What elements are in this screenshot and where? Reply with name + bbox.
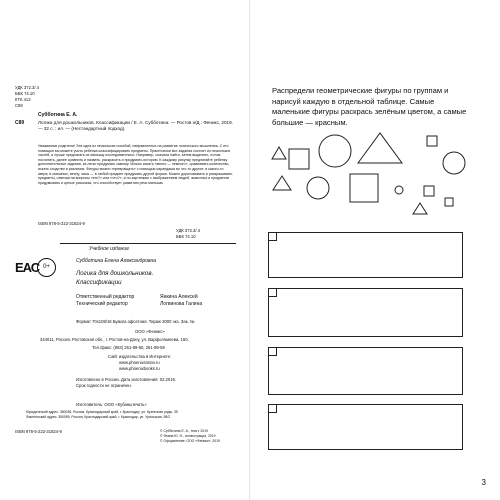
page-number: 3 xyxy=(481,478,486,487)
legal-address: Юридический адрес: 350038, Россия, Краснодарский край, г. Краснодар, ул. Кузнечная ряды, 35 xyxy=(26,410,178,414)
isbn-bottom: ISBN 978-5-222-31824-9 xyxy=(15,429,62,434)
square-shape xyxy=(350,174,378,202)
publisher-phone: Тел./факс: (863) 261-89-50, 261-89-59 xyxy=(92,345,165,350)
actual-address: Фактический адрес: 350059, Россия, Краснодарский край, г. Краснодар, ул. Уральская, 98/2 xyxy=(26,415,171,419)
isbn-line: ISBN 978-5-222-31824-9 xyxy=(38,221,85,226)
age-rating-badge: 0+ xyxy=(37,258,56,277)
shelf-life: Срок годности не ограничен. xyxy=(76,383,132,388)
triangle-shape xyxy=(273,176,291,190)
square-shape xyxy=(289,149,309,169)
website-label: Сайт издательства в Интернете: xyxy=(108,354,172,359)
author-mark: С89 xyxy=(15,103,23,108)
table-marker xyxy=(268,288,277,297)
author-full-name: Субботина Елена Александровна xyxy=(76,258,157,264)
table-marker xyxy=(268,404,277,413)
square-shape xyxy=(427,136,437,146)
square-shape xyxy=(424,186,434,196)
book-title: Логика для дошкольников. xyxy=(76,270,154,277)
eac-logo: ЕАС xyxy=(15,260,40,275)
manufacture-date: Изготовлено в России. Дата изготовления: 02.2019. xyxy=(76,377,177,382)
divider xyxy=(60,243,236,244)
print-specs: Формат 70х108/16 Бумага офсетная. Тираж 3000 экз. Зак. № xyxy=(76,319,195,324)
triangle-shape xyxy=(358,133,402,163)
ktk-code: КТК 413 xyxy=(15,97,31,102)
circle-shape xyxy=(395,186,403,194)
drawing-table[interactable] xyxy=(268,404,463,450)
author-heading: Субботина Е. А. xyxy=(38,112,78,118)
manufacturer-label: Изготовитель: ООО «Кубаньпечать» xyxy=(76,402,147,407)
website-url[interactable]: www.phoenixrostov.ru xyxy=(119,360,160,365)
triangle-shape xyxy=(413,203,427,214)
edition-type: Учебное издание xyxy=(89,246,129,252)
drawing-table[interactable] xyxy=(268,288,463,337)
copyright-line: © Оформление: ООО «Феникс», 2019 xyxy=(160,439,220,443)
copyright-line: © Субботина Е. А., текст, 2019 xyxy=(160,429,208,433)
website-url[interactable]: www.phoenixbooks.ru xyxy=(119,366,160,371)
bbk-code-right: ББК 74.10 xyxy=(176,234,196,239)
staff-role: Технический редактор xyxy=(76,301,128,307)
drawing-table[interactable] xyxy=(268,232,463,278)
table-marker xyxy=(268,232,277,241)
drawing-table[interactable] xyxy=(268,347,463,395)
abstract-text: Уважаемые родители! Эта одна из нескольких пособий, направленных на развитие логического мышления. С его помощью вы можете учить ребенка классифицировать предметы. Практически все задания состоят из нескольких частей, и лучше предлагать их малышу последовательно. Например, сначала найти, затем выделить, потом посчитать, далее сравнить и назвать, раскрасить и придумать историю. К каждому рисунку предлагайте ребенку дополнительные задания, из легко придумать самому. Можно искать «много — немного», сравнивать количество, искать сходство и различия. Фигуры можно «превращать» с помощью карандаша во что-то другое: в какого-то зверя, в смешных, весну, часы — в любой предмет придумать другой форма. Можно дорисовывать и раскрашивать предметы, отвечая на вопросы «кто?» или «что?», а по картинкам с изображением людей, животных и предметов придумывать и целые рассказы, что способствует развитию речи малыша. xyxy=(38,144,233,185)
geometric-shapes xyxy=(268,128,468,220)
copyright-line: © Янина Ю. Н., иллюстрации, 2019 xyxy=(160,434,216,438)
udk-code: УДК 372.3/.4 xyxy=(15,85,40,90)
circle-shape xyxy=(319,135,351,167)
circle-shape xyxy=(443,152,465,174)
catalog-entry: Логика для дошкольников. Классификации / Е. А. Субботина. — Ростов н/Д : Феникс, 2019. — 32 с. : ил. — (Нестандартный подход). xyxy=(38,120,233,132)
publisher-name: ООО «Феникс» xyxy=(135,329,165,334)
square-shape xyxy=(445,198,453,206)
table-marker xyxy=(268,347,277,356)
udk-code-right: УДК 372.3/.4 xyxy=(176,228,201,233)
catalog-code: С89 xyxy=(15,120,25,126)
circle-shape xyxy=(307,177,329,199)
staff-name: Логвинова Галина xyxy=(160,301,203,307)
triangle-shape xyxy=(272,147,286,159)
book-subtitle: Классификации xyxy=(76,279,122,286)
task-instruction: Распредели геометрические фигуры по группам и нарисуй каждую в отдельной таблице. Самые маленькие фигуры раскрась зелёным цветом, а самые большие — красным. xyxy=(272,86,467,127)
staff-name: Янкина Алексей xyxy=(160,294,198,300)
publisher-address: 344011, Россия, Ростовская обл., г. Ростов-на-Дону, ул. Варфоломеева, 150. xyxy=(40,337,189,342)
staff-role: Ответственный редактор xyxy=(76,294,135,300)
bbk-code: ББК 74.10 xyxy=(15,91,35,96)
